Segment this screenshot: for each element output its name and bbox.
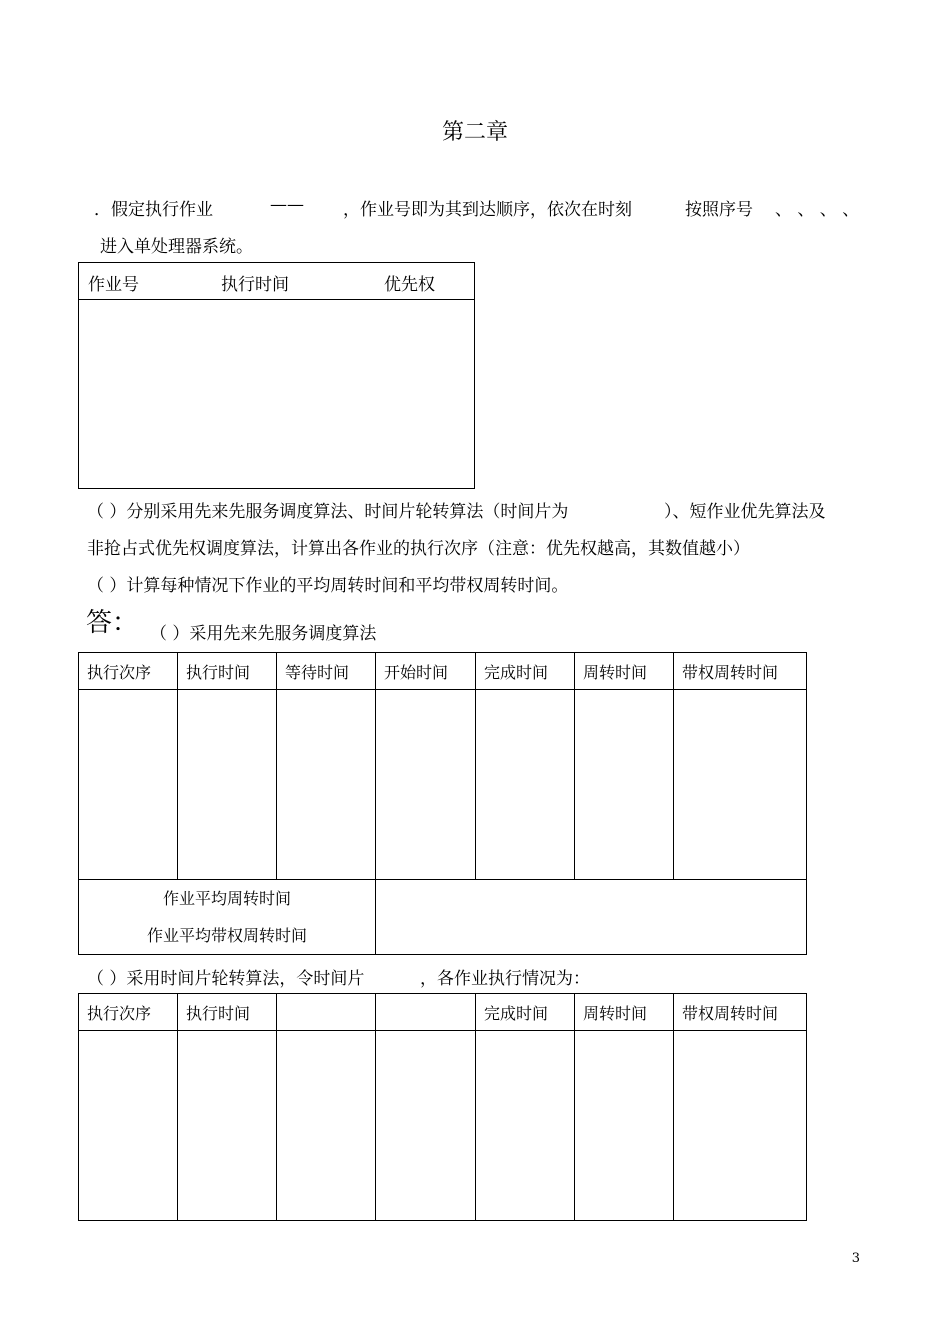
header-priority: 优先权	[384, 275, 435, 295]
answer-part2-title-b: ，各作业执行情况为：	[420, 969, 590, 989]
fcfs-table	[78, 652, 807, 955]
header-exec-time: 执行时间	[221, 275, 289, 295]
subq1-line1b: ）、短作业优先算法及	[664, 502, 826, 522]
question-text-1c: ，作业号即为其到达顺序，依次在时刻	[343, 200, 632, 220]
rr-table	[78, 993, 807, 1221]
subq1-line1a: （ ）分别采用先来先服务调度算法、时间片轮转算法（时间片为	[87, 502, 569, 522]
rr-header-order: 执行次序	[79, 994, 178, 1031]
chapter-title: 第二章	[441, 120, 508, 145]
question-text-1d: 按照序号	[685, 200, 753, 220]
subq1-line2: 非抢占式优先权调度算法，计算出各作业的执行次序（注意：优先权越高，其数值越小）	[87, 539, 750, 559]
rr-body-row	[79, 1031, 807, 1221]
answer-part1-title: （ ）采用先来先服务调度算法	[150, 624, 377, 644]
rr-header-blank-1	[277, 994, 376, 1031]
rr-header-turnaround: 周转时间	[575, 994, 674, 1031]
fcfs-body-row	[79, 690, 807, 880]
rr-header-blank-2	[376, 994, 476, 1031]
answer-label: 答：	[86, 608, 139, 638]
job-table-header	[79, 263, 475, 300]
question-text-1e: 、 、 、 、	[775, 200, 860, 220]
subq2: （ ）计算每种情况下作业的平均周转时间和平均带权周转时间。	[87, 576, 569, 596]
rr-header-exec-time: 执行时间	[178, 994, 277, 1031]
answer-part2-title-a: （ ）采用时间片轮转算法，令时间片	[87, 969, 365, 989]
fcfs-average-values	[376, 880, 807, 955]
question-text-2: 进入单处理器系统。	[100, 237, 253, 257]
question-dash: ——	[270, 195, 304, 215]
fcfs-average-labels	[79, 880, 376, 955]
fcfs-header-turnaround: 周转时间	[575, 653, 674, 690]
job-table	[78, 262, 475, 489]
header-job-number: 作业号	[88, 275, 139, 295]
fcfs-header-order: 执行次序	[79, 653, 178, 690]
fcfs-header-finish-time: 完成时间	[476, 653, 575, 690]
avg-weighted-turnaround-label: 作业平均带权周转时间	[146, 926, 307, 945]
page-number: 3	[851, 1251, 860, 1266]
fcfs-average-row	[79, 880, 807, 955]
fcfs-header-start-time: 开始时间	[376, 653, 476, 690]
fcfs-header-weighted-turnaround: 带权周转时间	[674, 653, 807, 690]
rr-header-finish-time: 完成时间	[476, 994, 575, 1031]
job-table-body	[79, 300, 475, 489]
rr-header-weighted-turnaround: 带权周转时间	[674, 994, 807, 1031]
fcfs-header-exec-time: 执行时间	[178, 653, 277, 690]
avg-turnaround-label: 作业平均周转时间	[162, 889, 291, 908]
question-text-1a: ．假定执行作业	[94, 200, 213, 220]
fcfs-header-wait-time: 等待时间	[277, 653, 376, 690]
